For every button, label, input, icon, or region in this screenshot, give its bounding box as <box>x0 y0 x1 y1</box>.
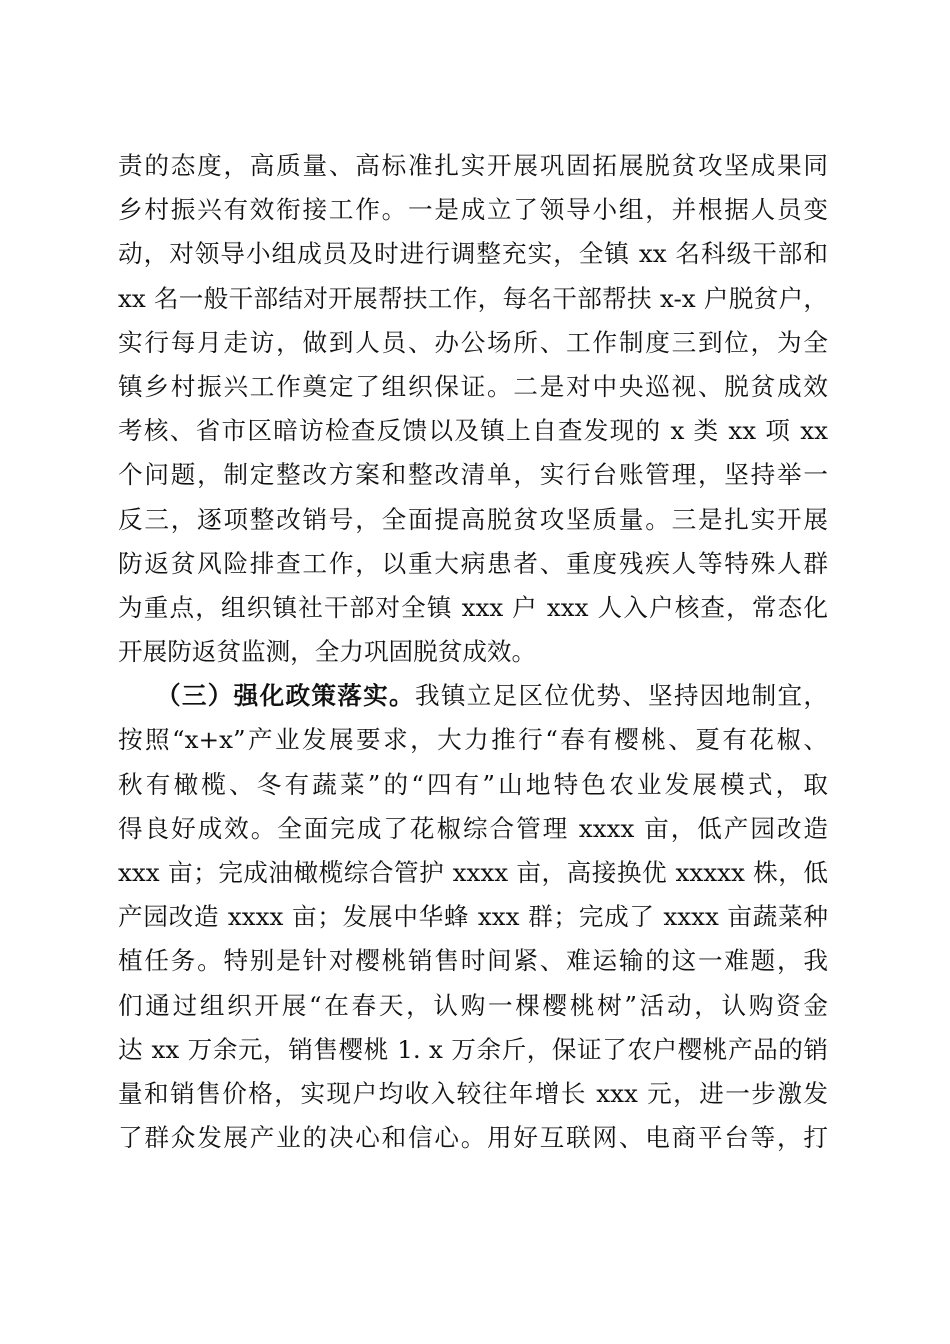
paragraph-line: 达 xx 万余元，销售樱桃 1. x 万余斤，保证了农户樱桃产品的销 <box>118 1034 828 1064</box>
paragraph-line: 为重点，组织镇社干部对全镇 xxx 户 xxx 人入户核查，常态化 <box>118 592 828 622</box>
paragraph-line: 了群众发展产业的决心和信心。用好互联网、电商平台等，打 <box>118 1123 828 1153</box>
paragraph-line: 镇乡村振兴工作奠定了组织保证。二是对中央巡视、脱贫成效 <box>118 371 828 401</box>
paragraph-line: 开展防返贫监测，全力巩固脱贫成效。 <box>118 637 537 667</box>
paragraph-line: 防返贫风险排查工作，以重大病患者、重度残疾人等特殊人群 <box>118 548 828 578</box>
paragraph-line: 实行每月走访，做到人员、办公场所、工作制度三到位，为全 <box>118 327 828 357</box>
paragraph-line: 个问题，制定整改方案和整改清单，实行台账管理，坚持举一 <box>118 460 828 490</box>
paragraph-line: xxx 亩；完成油橄榄综合管护 xxxx 亩，高接换优 xxxxx 株，低 <box>118 858 828 887</box>
paragraph-line: 量和销售价格，实现户均收入较往年增长 xxx 元，进一步激发 <box>118 1078 828 1108</box>
paragraph-line: xx 名一般干部结对开展帮扶工作，每名干部帮扶 x-x 户脱贫户， <box>118 283 828 313</box>
paragraph-line: 考核、省市区暗访检查反馈以及镇上自查发现的 x 类 xx 项 xx <box>118 416 828 446</box>
paragraph-line: 乡村振兴有效衔接工作。一是成立了领导小组，并根据人员变 <box>118 195 828 225</box>
paragraph-line: 反三，逐项整改销号，全面提高脱贫攻坚质量。三是扎实开展 <box>118 504 828 534</box>
paragraph-line: 按照“x+x”产业发展要求，大力推行“春有樱桃、夏有花椒、 <box>118 725 828 755</box>
paragraph-line: 产园改造 xxxx 亩；发展中华蜂 xxx 群；完成了 xxxx 亩蔬菜种 <box>118 902 828 932</box>
paragraph-line: 植任务。特别是针对樱桃销售时间紧、难运输的这一难题，我 <box>118 946 828 976</box>
paragraph-line: 责的态度，高质量、高标准扎实开展巩固拓展脱贫攻坚成果同 <box>118 151 828 180</box>
paragraph-line: 们通过组织开展“在春天，认购一棵樱桃树”活动，认购资金 <box>118 990 828 1020</box>
document-body <box>118 144 828 1160</box>
section-heading: （三）强化政策落实。 <box>156 681 415 711</box>
paragraph-line: 得良好成效。全面完成了花椒综合管理 xxxx 亩，低产园改造 <box>118 813 828 843</box>
heading-line-text: 我镇立足区位优势、坚持因地制宜， <box>414 681 828 711</box>
paragraph-line: 秋有橄榄、冬有蔬菜”的“四有”山地特色农业发展模式，取 <box>118 769 828 799</box>
paragraph-line: 动，对领导小组成员及时进行调整充实，全镇 xx 名科级干部和 <box>118 239 828 269</box>
section-heading-line <box>118 674 828 718</box>
